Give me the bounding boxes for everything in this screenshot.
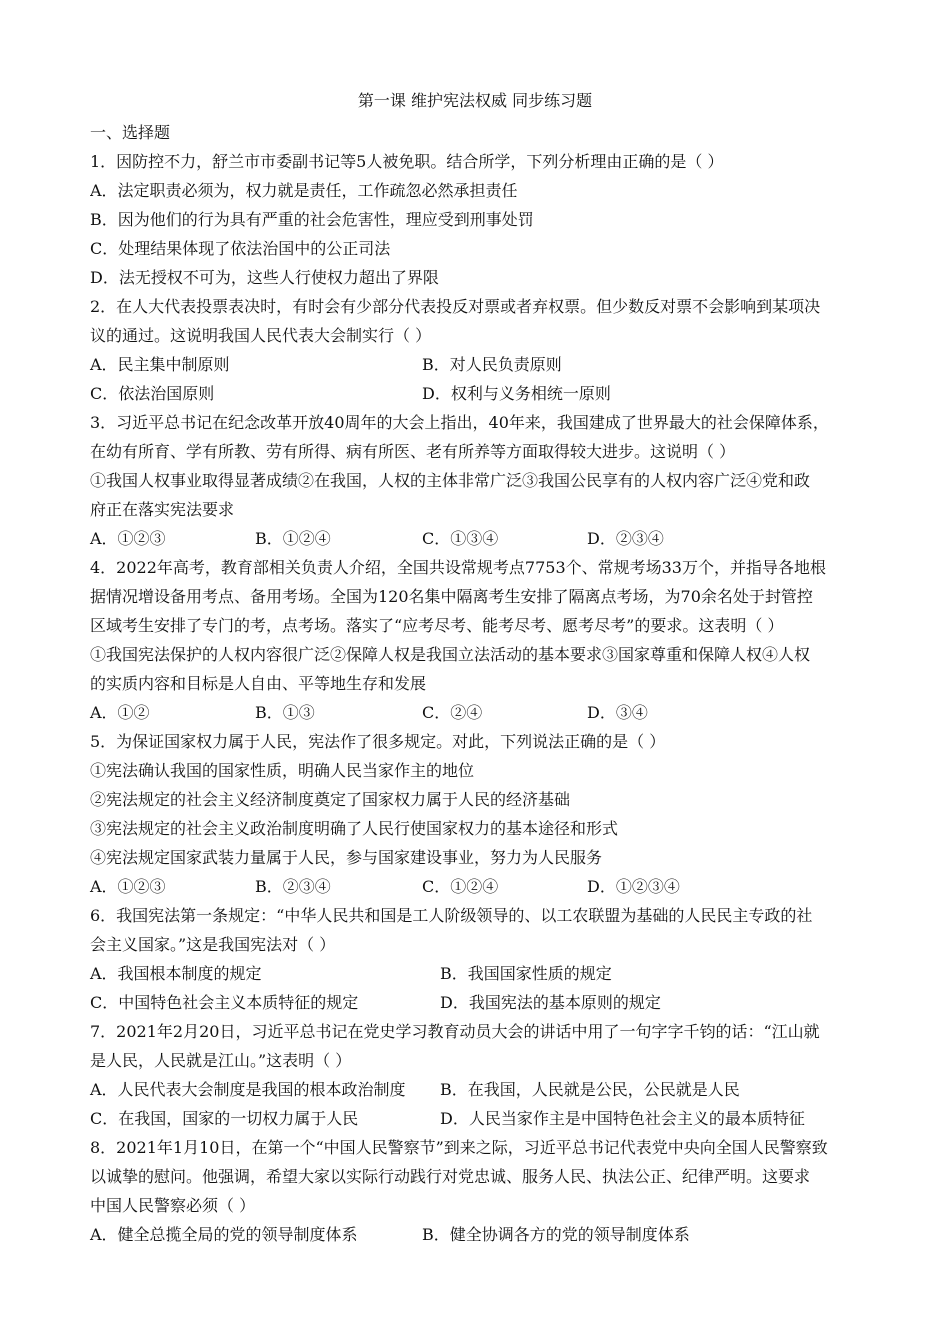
q3-option-c: C．①③④: [422, 529, 499, 548]
q3-statements-line-2: 府正在落实宪法要求: [90, 500, 235, 519]
q2-stem-line-1: 2．在人大代表投票表决时，有时会有少部分代表投反对票或者弃权票。但少数反对票不会影响到某项决: [90, 297, 821, 316]
q6-options-row-2: [90, 988, 870, 1017]
q4-stem-line-3: 区域考生安排了专门的考，点考场。落实了“应考尽考、能考尽考、愿考尽考”的要求。这表明（ ）: [90, 616, 784, 635]
q2-option-b: B．对人民负责原则: [422, 355, 562, 374]
q1-stem: 1．因防控不力，舒兰市市委副书记等5人被免职。结合所学，下列分析理由正确的是（ ）: [90, 152, 724, 171]
q7-options-row-1: [90, 1075, 870, 1104]
q3-options-row: [90, 524, 870, 553]
q7-stem-line-2: 是人民，人民就是江山。”这表明（ ）: [90, 1051, 352, 1070]
q1-option-a: A．法定职责必须为，权力就是责任，工作疏忽必然承担责任: [90, 181, 518, 200]
q7-option-c: C．在我国，国家的一切权力属于人民: [90, 1109, 359, 1128]
q6-stem-line-2: 会主义国家。”这是我国宪法对（ ）: [90, 935, 336, 954]
q8-stem-line-3: 中国人民警察必须（ ）: [90, 1196, 256, 1215]
q5-statement-4: ④宪法规定国家武装力量属于人民，参与国家建设事业，努力为人民服务: [90, 848, 603, 867]
page-title: 第一课 维护宪法权威 同步练习题: [357, 91, 593, 110]
q3-statements-line-1: ①我国人权事业取得显著成绩②在我国，人权的主体非常广泛③我国公民享有的人权内容广泛④党和政: [90, 471, 811, 490]
q4-stem-line-2: 据情况增设备用考点、备用考场。全国为120名集中隔离考生安排了隔离点考场，为70余名处于封管控: [90, 587, 813, 606]
q7-options-row-2: [90, 1104, 870, 1133]
q6-option-d: D．我国宪法的基本原则的规定: [440, 993, 661, 1012]
q2-option-a: A．民主集中制原则: [90, 355, 230, 374]
q5-statement-3: ③宪法规定的社会主义政治制度明确了人民行使国家权力的基本途径和形式: [90, 819, 619, 838]
q8-stem-line-1: 8．2021年1月10日，在第一个“中国人民警察节”到来之际，习近平总书记代表党中央向全国人民警察致: [90, 1138, 828, 1157]
q2-option-d: D．权利与义务相统一原则: [422, 384, 611, 403]
q7-option-a: A．人民代表大会制度是我国的根本政治制度: [90, 1080, 406, 1099]
q6-option-a: A．我国根本制度的规定: [90, 964, 262, 983]
q3-stem-line-2: 在幼有所育、学有所教、劳有所得、病有所医、老有所养等方面取得较大进步。这说明（ ）: [90, 442, 736, 461]
q2-stem-line-2: 议的通过。这说明我国人民代表大会制实行（ ）: [90, 326, 432, 345]
q3-stem-line-1: 3．习近平总书记在纪念改革开放40周年的大会上指出，40年来，我国建成了世界最大的社会保障体系，: [90, 413, 829, 432]
q4-option-c: C．②④: [422, 703, 483, 722]
q5-options-row: [90, 872, 870, 901]
q6-option-b: B．我国国家性质的规定: [440, 964, 612, 983]
q4-option-d: D．③④: [587, 703, 648, 722]
q4-stem-line-1: 4．2022年高考，教育部相关负责人介绍，全国共设常规考点7753个、常规考场33万个，并指导各地根: [90, 558, 826, 577]
q5-option-c: C．①②④: [422, 877, 499, 896]
q5-stem: 5．为保证国家权力属于人民，宪法作了很多规定。对此，下列说法正确的是（ ）: [90, 732, 666, 751]
q7-option-d: D．人民当家作主是中国特色社会主义的最本质特征: [440, 1109, 805, 1128]
q4-options-row: [90, 698, 870, 727]
q5-option-b: B．②③④: [255, 877, 331, 896]
q3-option-d: D．②③④: [587, 529, 664, 548]
q3-option-b: B．①②④: [255, 529, 331, 548]
q4-option-a: A．①②: [90, 703, 150, 722]
q2-option-c: C．依法治国原则: [90, 384, 215, 403]
q2-options-row-2: [90, 379, 870, 408]
q7-stem-line-1: 7．2021年2月20日，习近平总书记在党史学习教育动员大会的讲话中用了一句字字千钧的话：“江山就: [90, 1022, 820, 1041]
q8-options-row-1: [90, 1220, 870, 1249]
q5-statement-1: ①宪法确认我国的国家性质，明确人民当家作主的地位: [90, 761, 475, 780]
q1-option-c: C．处理结果体现了依法治国中的公正司法: [90, 239, 391, 258]
q6-option-c: C．中国特色社会主义本质特征的规定: [90, 993, 359, 1012]
q1-option-b: B．因为他们的行为具有严重的社会危害性，理应受到刑事处罚: [90, 210, 534, 229]
q4-statements-line-1: ①我国宪法保护的人权内容很广泛②保障人权是我国立法活动的基本要求③国家尊重和保障人权④人权: [90, 645, 811, 664]
q3-option-a: A．①②③: [90, 529, 166, 548]
section-heading: 一、选择题: [90, 123, 171, 142]
q8-option-a: A．健全总揽全局的党的领导制度体系: [90, 1225, 358, 1244]
q2-options-row-1: [90, 350, 870, 379]
question-list: [90, 118, 870, 1249]
q5-option-d: D．①②③④: [587, 877, 680, 896]
q4-statements-line-2: 的实质内容和目标是人自由、平等地生存和发展: [90, 674, 427, 693]
q1-option-d: D．法无授权不可为，这些人行使权力超出了界限: [90, 268, 439, 287]
q8-stem-line-2: 以诚挚的慰问。他强调，希望大家以实际行动践行对党忠诚、服务人民、执法公正、纪律严明。这要求: [90, 1167, 811, 1186]
q6-stem-line-1: 6．我国宪法第一条规定：“中华人民共和国是工人阶级领导的、以工农联盟为基础的人民民主专政的社: [90, 906, 813, 925]
q6-options-row-1: [90, 959, 870, 988]
q7-option-b: B．在我国，人民就是公民，公民就是人民: [440, 1080, 740, 1099]
q4-option-b: B．①③: [255, 703, 315, 722]
q5-option-a: A．①②③: [90, 877, 166, 896]
q8-option-b: B．健全协调各方的党的领导制度体系: [422, 1225, 690, 1244]
q5-statement-2: ②宪法规定的社会主义经济制度奠定了国家权力属于人民的经济基础: [90, 790, 571, 809]
